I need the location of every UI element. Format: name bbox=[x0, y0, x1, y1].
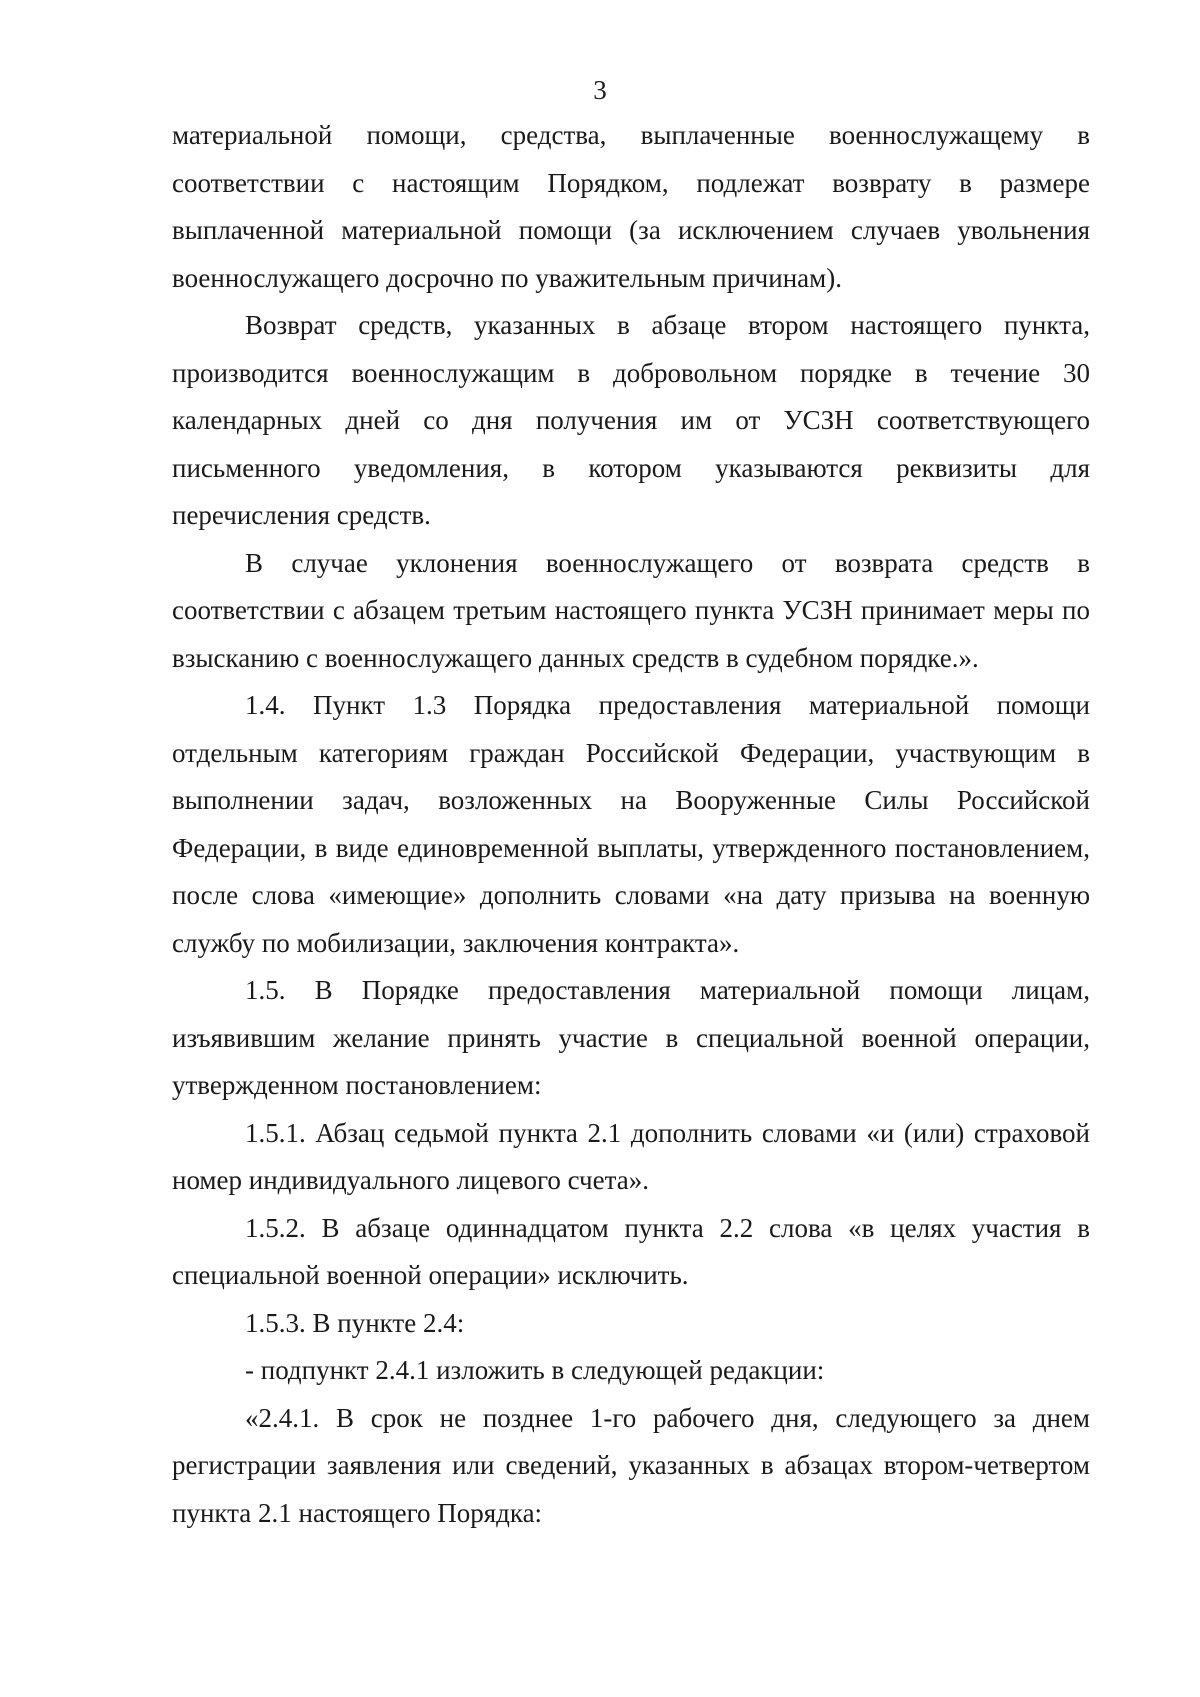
paragraph-refund-procedure: Возврат средств, указанных в абзаце втором настоящего пункта, производится военнослужащим в добровольном порядке в течение 30 календарных дней со дня получения им от УСЗН соответствующего письменного уведомления, в котором указываются реквизиты для перечисления средств. bbox=[172, 310, 1090, 530]
page-number: 3 bbox=[593, 75, 607, 105]
paragraph-1-5-1: 1.5.1. Абзац седьмой пункта 2.1 дополнить словами «и (или) страховой номер индивидуального лицевого счета». bbox=[172, 1117, 1090, 1195]
paragraph-1-5-2: 1.5.2. В абзаце одиннадцатом пункта 2.2 слова «в целях участия в специальной военной операции» исключить. bbox=[172, 1212, 1090, 1290]
paragraph-1-5-3: 1.5.3. В пункте 2.4: bbox=[245, 1307, 465, 1338]
paragraph-subpoint-2-4-1: - подпункт 2.4.1 изложить в следующей редакции: bbox=[245, 1355, 825, 1385]
document-body bbox=[172, 112, 1090, 1537]
paragraph-continuation: материальной помощи, средства, выплаченные военнослужащему в соответствии с настоящим Порядком, подлежат возврату в размере выплаченной материальной помощи (за исключением случаев увольнения военнослужащего досрочно по уважительным причинам). bbox=[172, 120, 1090, 293]
paragraph-1-5: 1.5. В Порядке предоставления материальной помощи лицам, изъявившим желание принять участие в специальной военной операции, утвержденном постановлением: bbox=[172, 975, 1090, 1100]
paragraph-1-4: 1.4. Пункт 1.3 Порядка предоставления материальной помощи отдельным категориям граждан Российской Федерации, участвующим в выполнении задач, возложенных на Вооруженные Силы Российской Федерации, в виде единовременной выплаты, утвержденного постановлением, после слова «имеющие» дополнить словами «на дату призыва на военную службу по мобилизации, заключения контракта». bbox=[172, 690, 1090, 958]
paragraph-2-4-1-text: «2.4.1. В срок не позднее 1-го рабочего дня, следующего за днем регистрации заявления или сведений, указанных в абзацах втором-четвертом пункта 2.1 настоящего Порядка: bbox=[172, 1402, 1090, 1528]
paragraph-court-recovery: В случае уклонения военнослужащего от возврата средств в соответствии с абзацем третьим настоящего пункта УСЗН принимает меры по взысканию с военнослужащего данных средств в судебном порядке.». bbox=[172, 547, 1090, 673]
